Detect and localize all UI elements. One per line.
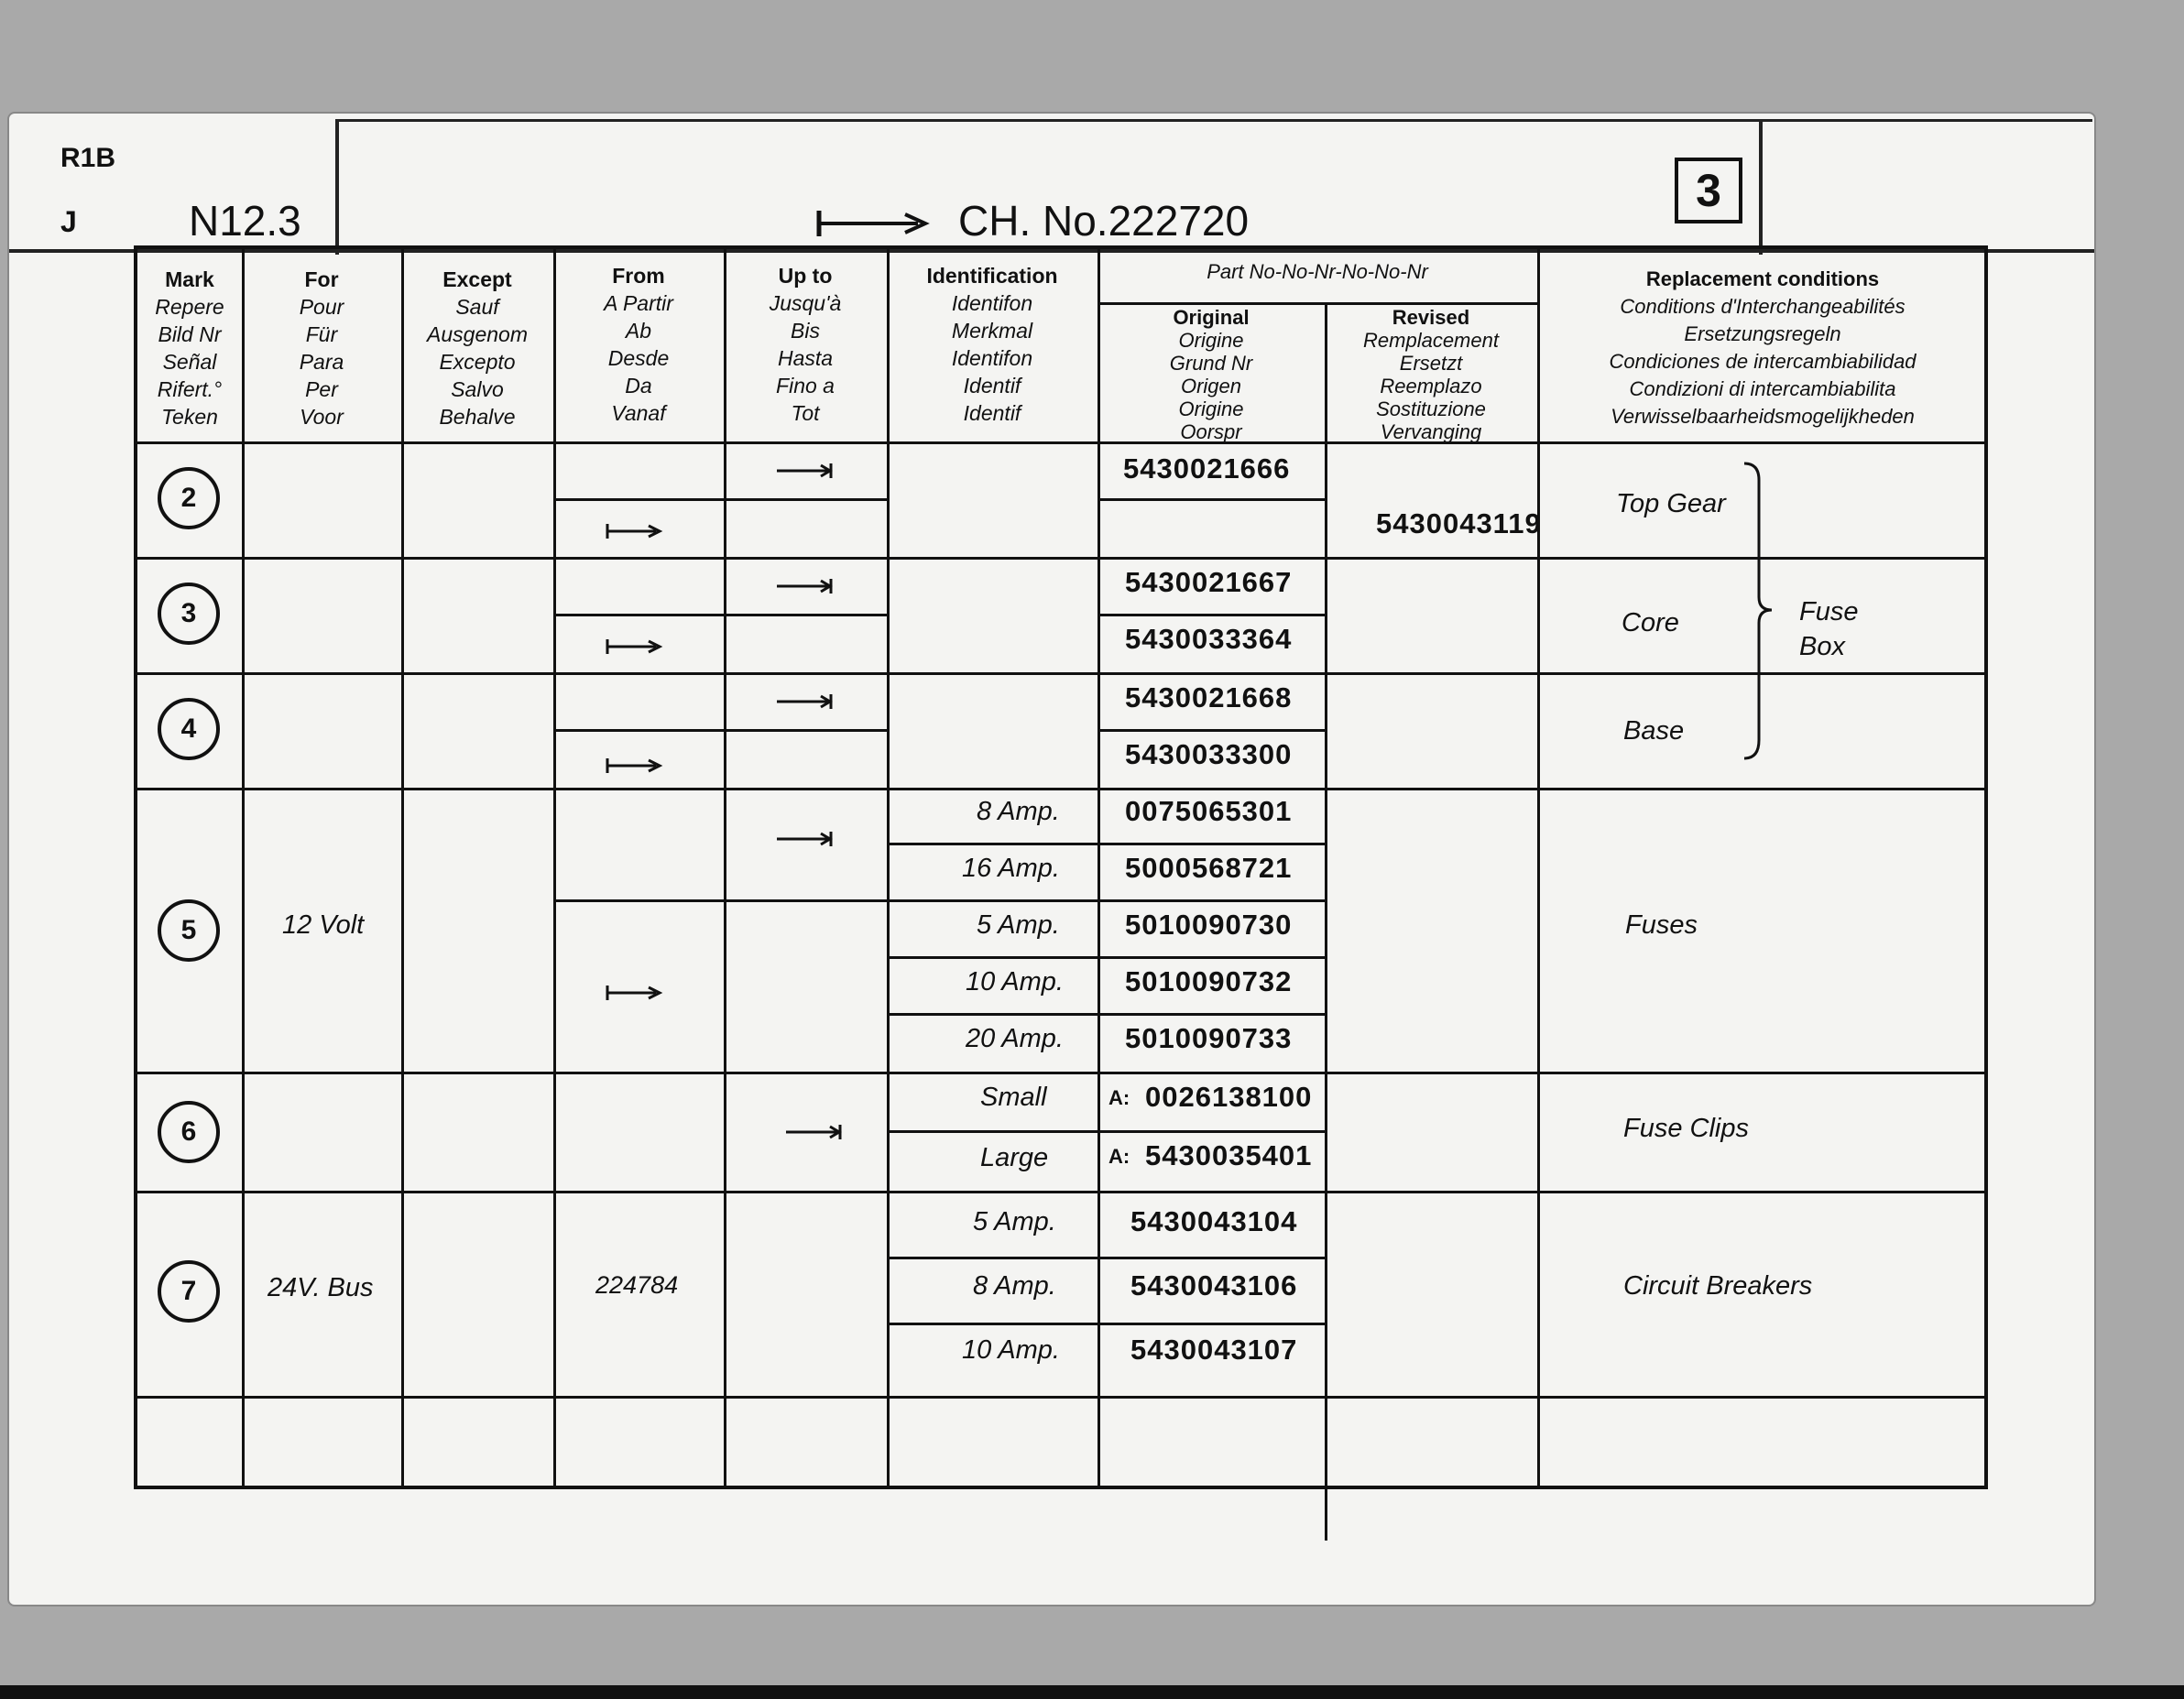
part-prefix: A:: [1108, 1086, 1130, 1109]
part-number: 5430021668: [1125, 681, 1293, 713]
for-value: 24V. Bus: [268, 1273, 374, 1302]
bottom-edge: [0, 1685, 2184, 1699]
header-mark: Mark Repere Bild Nr Señal Rifert.° Teken: [155, 267, 224, 429]
id-value: Large: [980, 1143, 1049, 1172]
part-number: 0075065301: [1125, 795, 1293, 827]
subrow-divider: [553, 614, 887, 616]
part-number: 5430043107: [1130, 1334, 1298, 1366]
mark-number: 4: [180, 713, 197, 744]
mark-circle: [158, 899, 220, 962]
fusebox-label-fuse: Fuse: [1799, 597, 1859, 626]
from-arrow-icon: [605, 636, 663, 658]
row-divider: [137, 557, 1984, 560]
col-divider: [1325, 304, 1327, 1541]
replacement-condition: Fuse Clips: [1623, 1114, 1749, 1143]
subrow-divider: [1097, 498, 1325, 501]
part-number: 5430035401: [1145, 1139, 1313, 1171]
id-value: 5 Amp.: [977, 910, 1060, 940]
header-identification: Identification Identifon Merkmal Identifon Identif Identif: [926, 264, 1058, 425]
subrow-divider: [887, 843, 1325, 845]
header-replacement: Replacement conditions Conditions d'Interchangeabilités Ersetzungsregeln Condiciones de intercambiabilidad Condizioni di intercambiabilita Verwisselbaarheidsmogelijkheden: [1609, 267, 1916, 428]
replacement-condition: Fuses: [1625, 910, 1698, 940]
upto-arrow-icon: [784, 1121, 843, 1143]
row-divider: [137, 672, 1984, 675]
section-code: N12.3: [189, 197, 301, 245]
from-arrow-icon: [605, 982, 663, 1004]
part-prefix: A:: [1108, 1145, 1130, 1168]
chassis-from-arrow-icon: [815, 205, 933, 242]
header-divider-left: [335, 119, 339, 255]
part-number: 5430033300: [1125, 738, 1293, 770]
fusebox-base: Base: [1623, 716, 1685, 746]
id-value: 8 Amp.: [977, 797, 1060, 826]
header-revised: Revised Remplacement Ersetzt Reemplazo Sostituzione Vervanging: [1363, 306, 1499, 443]
mark-number: 2: [180, 483, 197, 513]
for-value: 12 Volt: [282, 910, 365, 940]
id-value: 8 Amp.: [973, 1271, 1056, 1301]
id-value: 10 Amp.: [966, 967, 1064, 997]
replacement-condition: Circuit Breakers: [1623, 1271, 1813, 1301]
subrow-divider: [1097, 614, 1325, 616]
header-divider-right: [1759, 119, 1763, 255]
subrow-divider: [1325, 557, 1537, 560]
row-divider: [137, 1191, 1984, 1193]
row-divider: [137, 1072, 1984, 1074]
id-value: Small: [980, 1083, 1047, 1112]
part-number: 0026138100: [1145, 1081, 1313, 1113]
fusebox-label-box: Box: [1799, 632, 1845, 661]
fusebox-top-gear: Top Gear: [1616, 489, 1726, 518]
from-arrow-icon: [605, 755, 663, 777]
part-number: 5430021667: [1125, 566, 1293, 598]
subrow-divider: [887, 1257, 1325, 1259]
subrow-divider: [887, 1323, 1325, 1325]
subrow-divider: [1097, 729, 1325, 732]
mark-circle: [158, 467, 220, 529]
mark-number: 7: [180, 1276, 197, 1306]
mark-number: 6: [180, 1116, 197, 1147]
mark-number: 5: [180, 915, 197, 945]
upto-arrow-icon: [775, 460, 834, 482]
mark-circle: [158, 1101, 220, 1163]
part-number: 5010090730: [1125, 909, 1293, 941]
part-number: 5000568721: [1125, 852, 1293, 884]
brace-icon: [1741, 460, 1777, 762]
subrow-divider: [887, 1013, 1325, 1016]
subrow-divider: [553, 729, 887, 732]
header-upto: Up to Jusqu'à Bis Hasta Fino a Tot: [769, 264, 842, 425]
header-original: Original Origine Grund Nr Origen Origine Oorspr: [1169, 306, 1253, 443]
part-number: 5430021666: [1123, 452, 1291, 485]
part-number: 5430043104: [1130, 1205, 1298, 1237]
header-from: From A Partir Ab Desde Da Vanaf: [604, 264, 673, 425]
parts-table: [134, 245, 1988, 1489]
upto-arrow-icon: [775, 691, 834, 713]
id-value: 16 Amp.: [962, 854, 1060, 883]
header-for: For Pour Für Para Per Voor: [299, 267, 344, 429]
from-value: 224784: [595, 1271, 679, 1299]
mark-circle: [158, 698, 220, 760]
page-number: 3: [1696, 165, 1721, 216]
upto-arrow-icon: [775, 828, 834, 850]
letter-code: J: [60, 205, 77, 238]
revised-part-number: 5430043119: [1376, 507, 1542, 539]
header-partno: Part No-No-Nr-No-No-Nr: [1207, 260, 1428, 283]
row-divider: [137, 788, 1984, 790]
id-value: 20 Amp.: [966, 1024, 1064, 1053]
subrow-divider: [887, 1130, 1325, 1133]
page-number-box: [1675, 158, 1742, 223]
group-code: R1B: [60, 143, 116, 173]
fusebox-core: Core: [1622, 608, 1679, 637]
row-divider: [137, 1396, 1984, 1399]
mark-number: 3: [180, 598, 197, 628]
parts-card: [9, 114, 2094, 1605]
mark-circle: [158, 583, 220, 645]
header-except: Except Sauf Ausgenom Excepto Salvo Behalve: [427, 267, 528, 429]
upto-arrow-icon: [775, 575, 834, 597]
chassis-number: CH. No.222720: [958, 197, 1250, 245]
mark-circle: [158, 1260, 220, 1323]
part-number: 5010090732: [1125, 965, 1293, 997]
id-value: 5 Amp.: [973, 1207, 1056, 1236]
part-number: 5430033364: [1125, 623, 1293, 655]
part-number: 5430043106: [1130, 1269, 1298, 1301]
header-top-line: [335, 119, 2092, 122]
from-arrow-icon: [605, 520, 663, 542]
subrow-divider: [553, 498, 887, 501]
subrow-divider: [887, 956, 1325, 959]
id-value: 10 Amp.: [962, 1335, 1060, 1365]
subrow-divider: [553, 899, 1325, 902]
part-number: 5010090733: [1125, 1022, 1293, 1054]
